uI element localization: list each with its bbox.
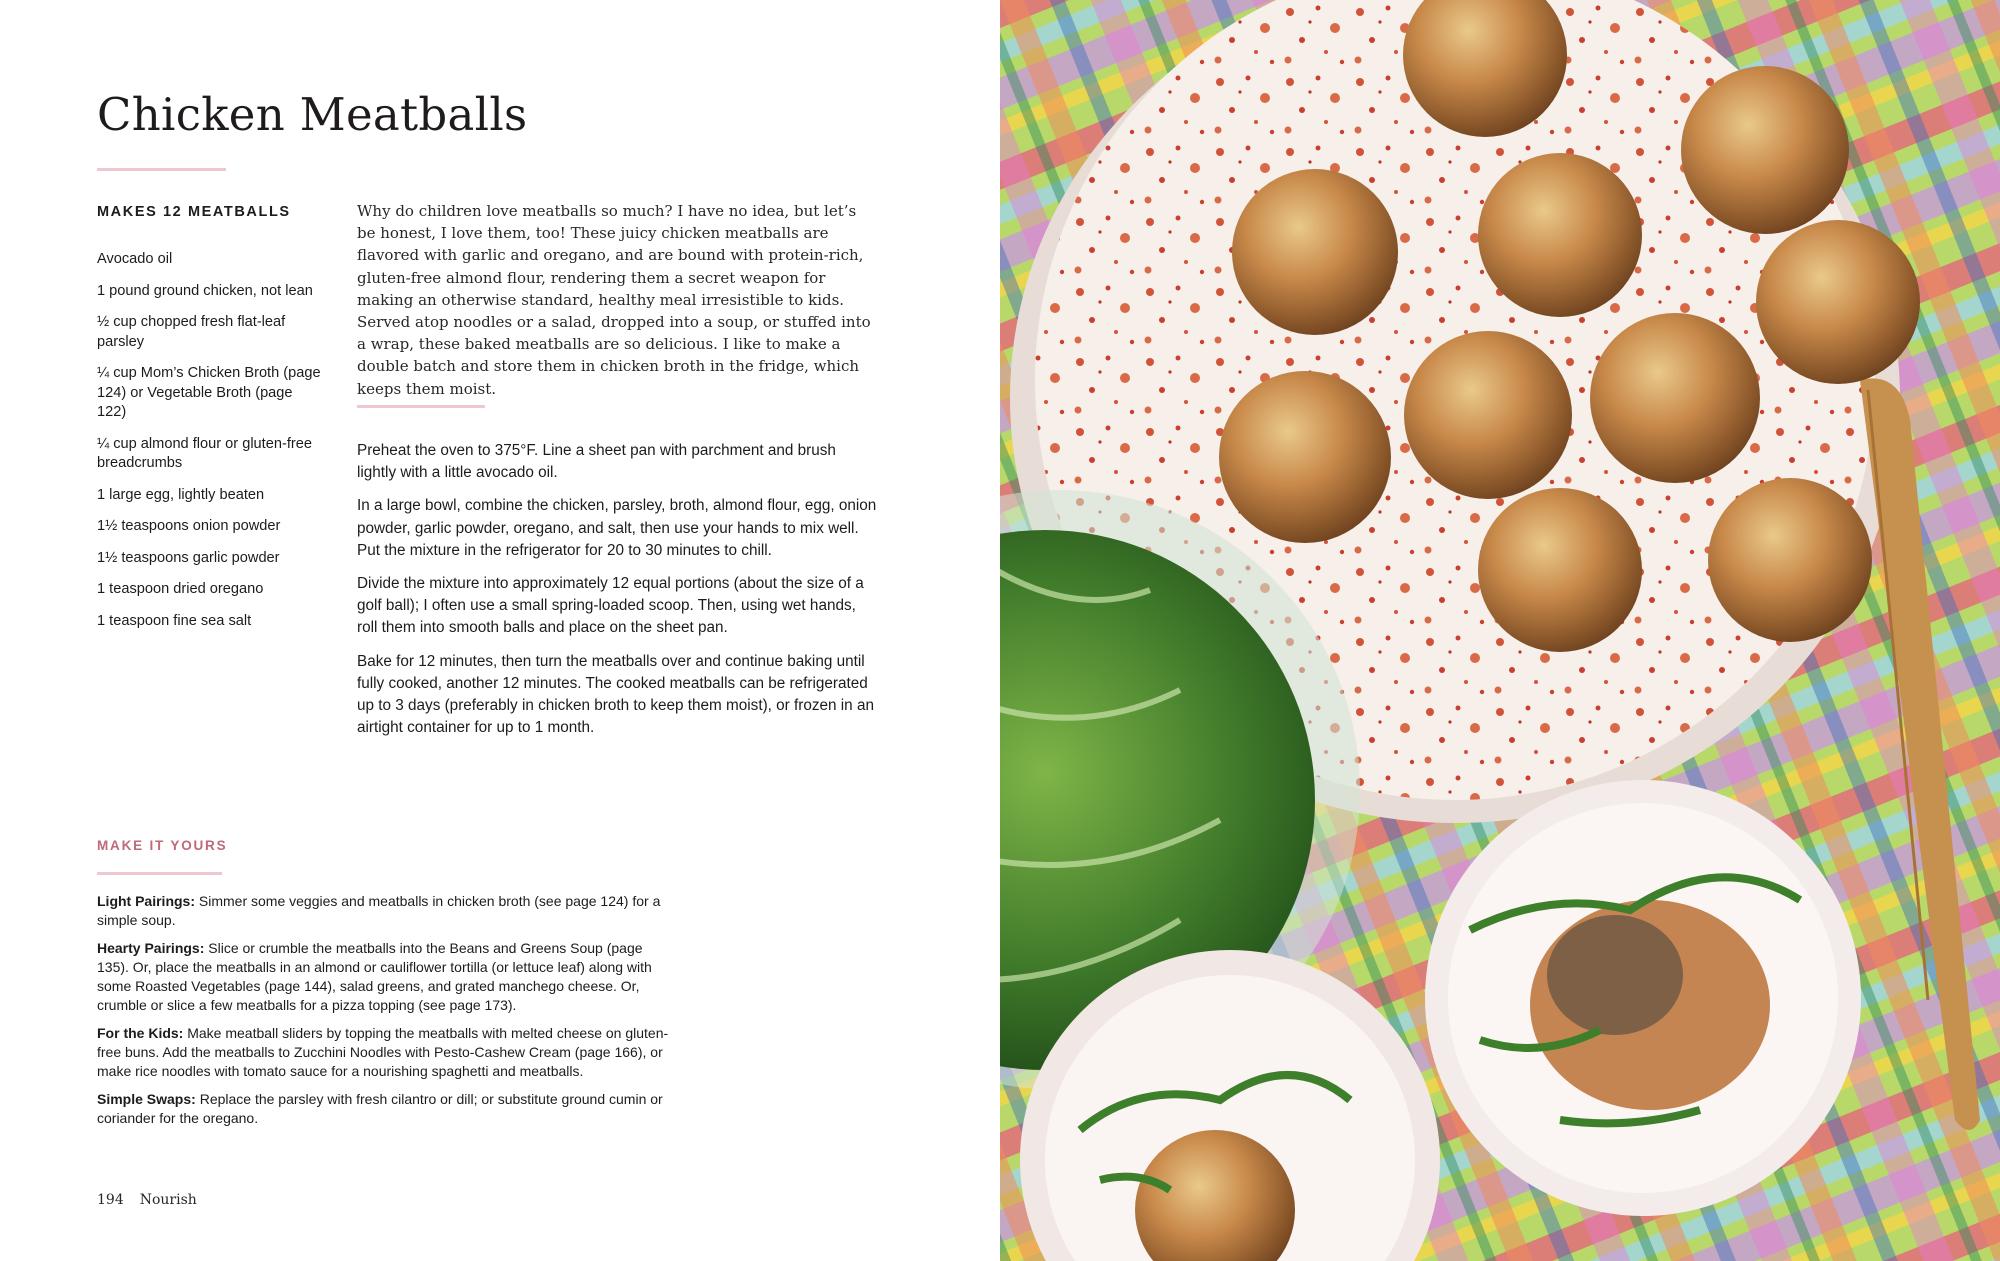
variation-text: Replace the parsley with fresh cilantro or dill; or substitute ground cumin or coriander for the oregano. — [97, 1091, 663, 1126]
method-step: Preheat the oven to 375°F. Line a sheet pan with parchment and brush lightly with a little avocado oil. — [357, 442, 836, 482]
variation-label: Hearty Pairings: — [97, 940, 205, 956]
title-divider — [97, 168, 226, 171]
ingredient-item: ½ cup chopped fresh flat-leaf parsley — [97, 314, 286, 350]
make-it-yours-heading: MAKE IT YOURS — [97, 838, 228, 853]
variation-item — [97, 939, 672, 1015]
recipe-yield: MAKES 12 MEATBALLS — [97, 204, 291, 220]
ingredient-item: Avocado oil — [97, 251, 173, 267]
variation-text: Make meatball sliders by topping the meatballs with melted cheese on gluten-free buns. Add the meatballs to Zucchini Noodles with Pesto-Cashew Cream (page 166), or make rice noodles with tomato sauce for a nourishing spaghetti and meatballs. — [97, 1025, 669, 1079]
ingredient-item: 1 large egg, lightly beaten — [97, 486, 265, 503]
variation-label: Light Pairings: — [97, 893, 195, 909]
ingredient-item: 1½ teaspoons onion powder — [97, 518, 281, 534]
method-step: In a large bowl, combine the chicken, parsley, broth, almond flour, egg, onion powder, garlic powder, oregano, and salt, then use your hands to mix well. Put the mixture in the refrigerator for 20 to 30 minutes to chill. — [357, 497, 877, 559]
variation-label: For the Kids: — [97, 1025, 184, 1041]
meatballs-photo — [1000, 0, 2000, 1261]
book-title: Nourish — [139, 1192, 197, 1208]
make-it-yours-list — [97, 892, 672, 1137]
page-number: 194 — [97, 1192, 124, 1208]
recipe-intro: Why do children love meatballs so much? I have no idea, but let’s be honest, I love them, too! These juicy chicken meatballs are flavored with garlic and oregano, and are bound with protein-rich, gluten-free almond flour, rendering them a secret weapon for making an otherwise standard, healthy meal irresistible to kids. Served atop noodles or a salad, dropped into a soup, or stuffed into a wrap, these baked meatballs are so delicious. I like to make a double batch and store them in chicken broth in the fridge, which keeps them moist. — [357, 202, 871, 398]
variation-text: Slice or crumble the meatballs into the Beans and Greens Soup (page 135). Or, place the meatballs in an almond or cauliflower tortilla (or lettuce leaf) along with some Roasted Vegetables (page 144), salad greens, and grated manchego cheese. Or, crumble or slice a few meatballs for a pizza topping (see page 173). — [97, 940, 652, 1013]
ingredient-item: 1 pound ground chicken, not lean — [97, 282, 313, 299]
ingredient-item: 1 teaspoon dried oregano — [97, 581, 264, 597]
ingredient-item: ¼ cup almond flour or gluten-free breadcrumbs — [97, 435, 312, 471]
ingredient-list — [97, 250, 322, 643]
page-footer — [97, 1192, 197, 1208]
method-step: Divide the mixture into approximately 12 equal portions (about the size of a golf ball); I often use a small spring-loaded scoop. Then, using wet hands, roll them into smooth balls and place on the sheet pan. — [357, 575, 864, 637]
recipe-title: Chicken Meatballs — [97, 88, 528, 141]
variation-item — [97, 1024, 672, 1081]
variation-text: Simmer some veggies and meatballs in chicken broth (see page 124) for a simple soup. — [97, 893, 661, 928]
ingredient-item: ¼ cup Mom’s Chicken Broth (page 124) or Vegetable Broth (page 122) — [97, 365, 321, 420]
make-it-yours-divider — [97, 872, 222, 875]
variation-item — [97, 1090, 672, 1128]
method-step: Bake for 12 minutes, then turn the meatballs over and continue baking until fully cooked, another 12 minutes. The cooked meatballs can be refrigerated up to 3 days (preferably in chicken broth to keep them moist), or frozen in an airtight container for up to 1 month. — [357, 652, 874, 737]
ingredient-item: 1 teaspoon fine sea salt — [97, 612, 252, 629]
method-steps — [357, 440, 877, 750]
variation-label: Simple Swaps: — [97, 1091, 196, 1107]
intro-divider — [357, 405, 485, 408]
ingredient-item: 1½ teaspoons garlic powder — [97, 549, 280, 566]
slider-plate — [1425, 780, 1861, 1216]
variation-item — [97, 892, 672, 930]
